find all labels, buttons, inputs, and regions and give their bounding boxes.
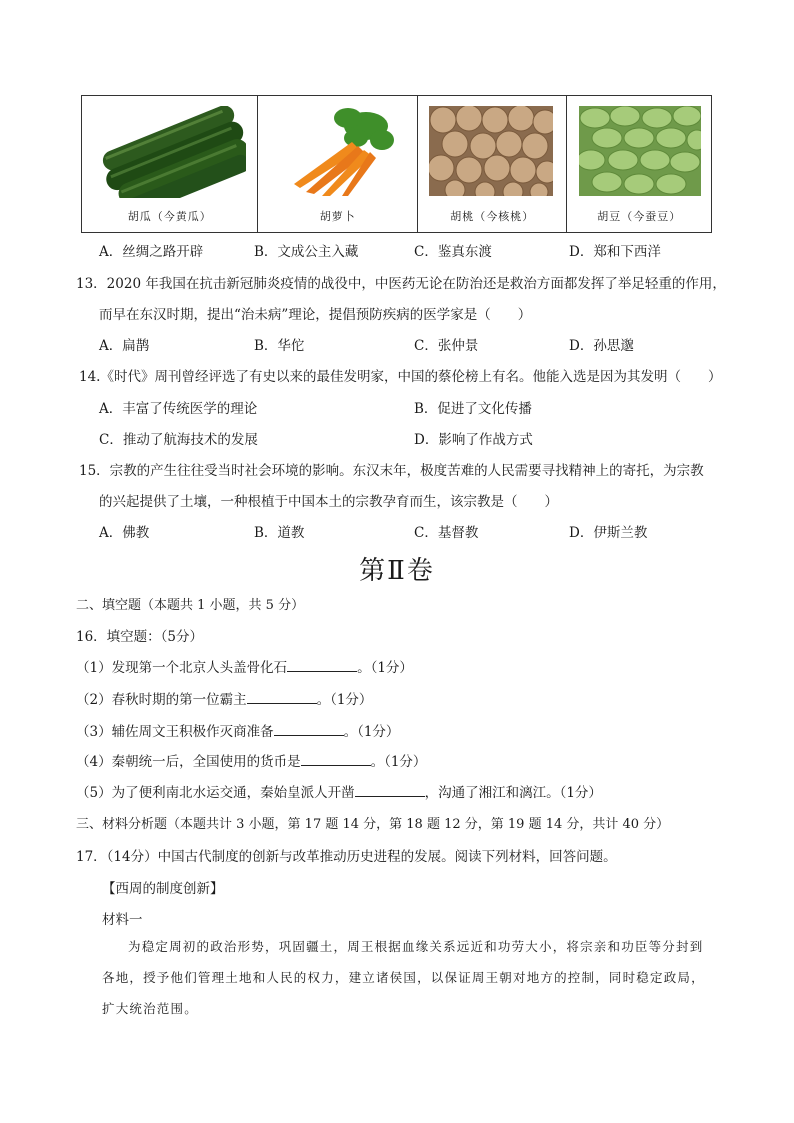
q15-stem-line1: 15．宗教的产生往往受当时社会环境的影响。东汉末年，极度苦难的人民需要寻找精神上的寄托，为宗教 (79, 463, 704, 479)
material-label: 材料一 (102, 912, 143, 928)
section3-heading: 三、材料分析题（本题共计 3 小题，第 17 题 14 分，第 18 题 12 分，第 19 题 14 分，共计 40 分） (76, 817, 670, 832)
q16-stem: 16．填空题：（5分） (76, 629, 204, 645)
fill-item-3-points: 。（1分） (343, 724, 400, 740)
q14-option-d: D．影响了作战方式 (414, 432, 533, 448)
fill-item-1-points: 。（1分） (357, 660, 413, 676)
answer-blank-2[interactable] (247, 691, 317, 704)
fill-item-3-text: （3）辅佐周文王积极作灭商准备 (76, 724, 274, 740)
answer-blank-1[interactable] (287, 659, 357, 672)
q15-stem-line2: 的兴起提供了土壤，一种根植于中国本土的宗教孕育而生，该宗教是（ ） (99, 494, 558, 510)
q15-option-a: A．佛教 (99, 525, 150, 541)
walnut-image (429, 106, 553, 196)
fill-item-4-text: （4）秦朝统一后，全国使用的货币是 (76, 754, 301, 770)
q13-stem-line1: 13．2020 年我国在抗击新冠肺炎疫情的战役中，中医药无论在防治还是救治方面都发挥了举足轻重的作用， (76, 276, 726, 292)
fill-item-1-text: （1）发现第一个北京人头盖骨化石 (76, 660, 288, 676)
image-cell-carrot (258, 96, 418, 232)
fill-item-5-text: （5）为了便利南北水运交通，秦始皇派人开凿 (76, 785, 355, 801)
image-table (81, 95, 712, 233)
q13-option-b: B．华佗 (254, 338, 305, 354)
q13-option-d: D．孙思邈 (569, 338, 634, 354)
answer-blank-4[interactable] (301, 753, 371, 766)
q17-stem: 17．（14分）中国古代制度的创新与改革推动历史进程的发展。阅读下列材料，回答问题。 (76, 849, 617, 865)
q15-option-b: B．道教 (254, 525, 305, 541)
q12-option-b: B．文成公主入藏 (254, 244, 359, 260)
q14-option-a: A．丰富了传统医学的理论 (99, 401, 258, 417)
fill-item-2 (76, 688, 372, 708)
fill-item-2-text: （2）春秋时期的第一位霸主 (76, 692, 247, 708)
carrot-image (286, 104, 396, 196)
image-cell-cucumber (82, 96, 258, 232)
caption-broad-bean: 胡豆（今蚕豆） (597, 210, 682, 223)
fill-item-2-points: 。（1分） (316, 692, 373, 708)
q12-option-a: A．丝绸之路开辟 (99, 244, 204, 260)
fill-item-4 (76, 750, 426, 770)
q13-stem-line2: 而早在东汉时期，提出“治未病”理论，提倡预防疾病的医学家是（ ） (99, 307, 532, 323)
fill-item-5-points: ，沟通了湘江和漓江。（1分） (424, 785, 602, 801)
caption-carrot: 胡萝卜 (319, 210, 356, 223)
q14-option-c: C．推动了航海技术的发展 (99, 432, 258, 448)
q17-subtitle: 【西周的制度创新】 (102, 881, 224, 897)
q15-option-d: D．伊斯兰教 (569, 525, 648, 541)
q15-option-c: C．基督教 (414, 525, 479, 541)
part2-title: 第Ⅱ卷 (359, 556, 435, 586)
answer-blank-5[interactable] (355, 784, 425, 797)
q12-option-c: C．鉴真东渡 (414, 244, 492, 260)
image-cell-broad-bean (567, 96, 711, 232)
q13-option-a: A．扁鹊 (99, 338, 150, 354)
material-line-3: 扩大统治范围。 (102, 1001, 198, 1016)
material-line-2: 各地，授予他们管理土地和人民的权力，建立诸侯国，以保证周王朝对地方的控制，同时稳定政局， (102, 970, 705, 985)
q14-option-b: B．促进了文化传播 (414, 401, 532, 417)
caption-walnut: 胡桃（今核桃） (450, 210, 535, 223)
image-cell-walnut (418, 96, 568, 232)
q14-stem: 14.《时代》周刊曾经评选了有史以来的最佳发明家，中国的蔡伦榜上有名。他能入选是因为其发明（ ） (79, 369, 722, 385)
material-line-1: 为稳定周初的政治形势，巩固疆土，周王根据血缘关系远近和功劳大小，将宗亲和功臣等分封到 (128, 939, 704, 954)
section2-heading: 二、填空题（本题共 1 小题，共 5 分） (76, 598, 305, 613)
q13-option-c: C．张仲景 (414, 338, 479, 354)
answer-blank-3[interactable] (274, 723, 344, 736)
q12-option-d: D．郑和下西洋 (569, 244, 661, 260)
broad-bean-image (579, 106, 701, 196)
fill-item-5 (76, 781, 602, 801)
fill-item-4-points: 。（1分） (370, 754, 427, 770)
cucumber-image (96, 106, 246, 198)
fill-item-1 (76, 656, 413, 676)
fill-item-3 (76, 720, 399, 740)
caption-cucumber: 胡瓜（今黄瓜） (127, 210, 212, 223)
